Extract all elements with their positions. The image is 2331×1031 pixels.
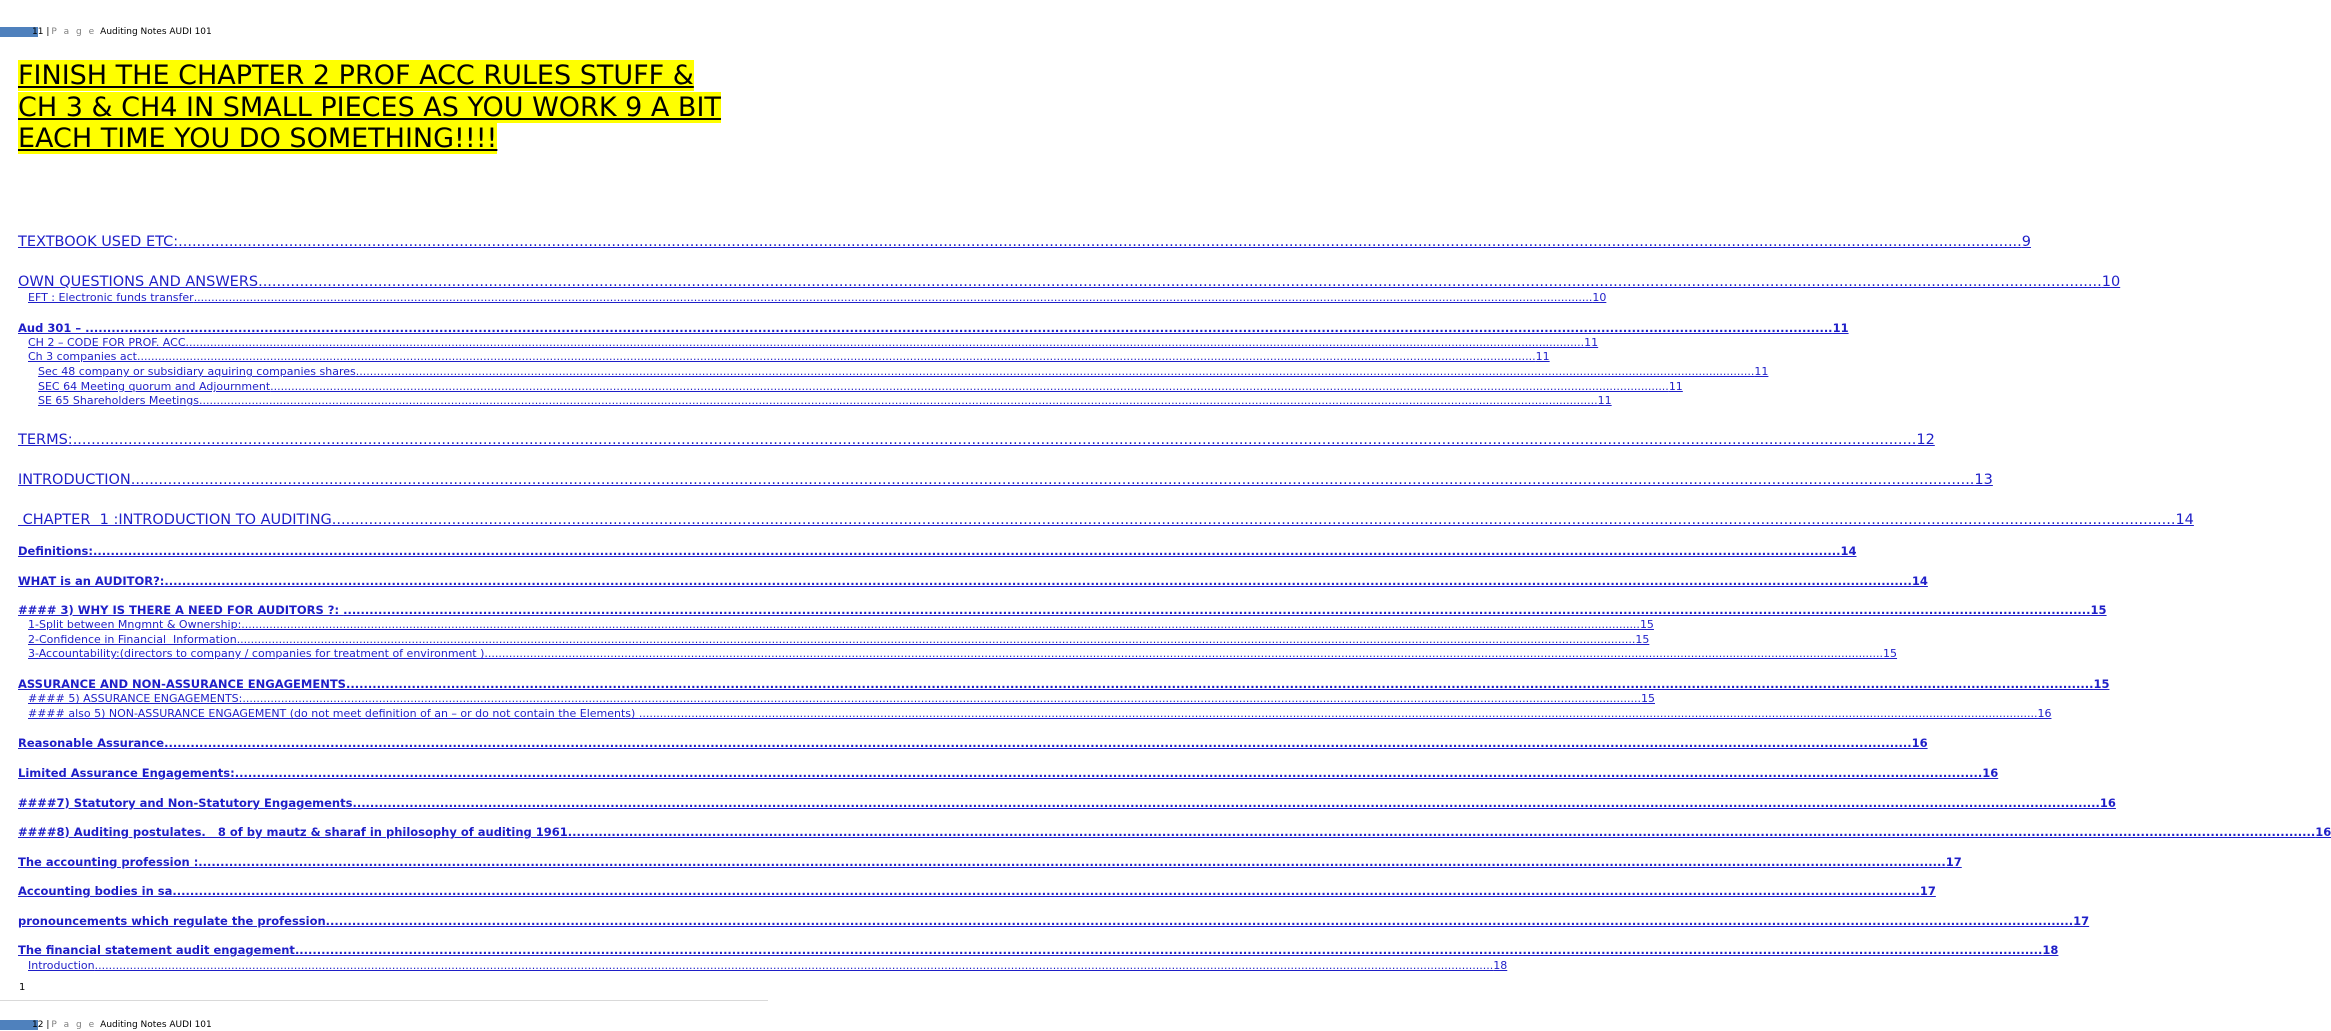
toc-leader-dots: ................................................................................................................................................................................................................................................................................................................................................................................................................ <box>325 914 2074 928</box>
toc-leader-dots: ................................................................................................................................................................................................................................................................................................................................................................................................................ <box>164 574 1912 588</box>
toc-leader-dots: ................................................................................................................................................................................................................................................................................................................................................................................................................ <box>236 633 1636 646</box>
toc-entry-page-number: 15 <box>1883 647 1898 660</box>
toc-entry[interactable] <box>28 350 1550 364</box>
toc-entry-page-number: 11 <box>1535 350 1550 363</box>
toc-leader-dots: ................................................................................................................................................................................................................................................................................................................................................................................................................ <box>137 350 1536 363</box>
toc-entry-page-number: 15 <box>2090 603 2107 617</box>
toc-leader-dots: ................................................................................................................................................................................................................................................................................................................................................................................................................ <box>178 234 2022 250</box>
toc-entry[interactable] <box>38 394 1612 408</box>
toc-entry-label: CHAPTER 1 :INTRODUCTION TO AUDITING <box>18 512 332 528</box>
toc-entry-page-number: 17 <box>1945 855 1962 869</box>
toc-entry[interactable] <box>18 914 2090 928</box>
toc-entry[interactable] <box>18 766 1999 780</box>
toc-entry-label: Limited Assurance Engagements: <box>18 766 235 780</box>
toc-entry-page-number: 14 <box>2175 512 2194 528</box>
next-header-page-number: 12 <box>32 1020 44 1030</box>
toc-entry[interactable] <box>18 471 1993 489</box>
toc-entry[interactable] <box>28 291 1607 305</box>
toc-entry-label: ASSURANCE AND NON-ASSURANCE ENGAGEMENTS <box>18 677 346 691</box>
toc-entry-label: Ch 3 companies act <box>28 350 137 363</box>
toc-entry-label: OWN QUESTIONS AND ANSWERS <box>18 274 259 290</box>
toc-entry[interactable] <box>18 796 2116 810</box>
toc-entry[interactable] <box>18 273 2121 291</box>
toc-entry-label: 2-Confidence in Financial Information <box>28 633 237 646</box>
toc-entry-label: ####8) Auditing postulates. 8 of by mautz & sharaf in philosophy of auditing 1961 <box>18 825 568 839</box>
toc-leader-dots: ................................................................................................................................................................................................................................................................................................................................................................................................................ <box>164 736 1912 750</box>
toc-leader-dots: ................................................................................................................................................................................................................................................................................................................................................................................................................ <box>242 692 1641 705</box>
toc-leader-dots: ................................................................................................................................................................................................................................................................................................................................................................................................................ <box>294 943 2043 957</box>
toc-entry[interactable] <box>28 692 1655 706</box>
toc-entry[interactable] <box>18 321 1849 335</box>
toc-leader-dots: ................................................................................................................................................................................................................................................................................................................................................................................................................ <box>241 618 1640 631</box>
page-header <box>0 26 400 38</box>
toc-entry[interactable] <box>38 380 1683 394</box>
toc-entry-label: TERMS: <box>18 432 73 448</box>
toc-entry-page-number: 15 <box>2093 677 2110 691</box>
toc-leader-dots: ................................................................................................................................................................................................................................................................................................................................................................................................................ <box>345 677 2094 691</box>
toc-entry-label: EFT : Electronic funds transfer <box>28 291 194 304</box>
toc-entry-page-number: 17 <box>2073 914 2090 928</box>
toc-entry[interactable] <box>28 647 1898 661</box>
highlighted-note <box>18 60 728 155</box>
toc-entry[interactable] <box>28 336 1599 350</box>
toc-entry-label: Introduction <box>28 959 95 972</box>
toc-leader-dots: ................................................................................................................................................................................................................................................................................................................................................................................................................ <box>85 321 1833 335</box>
toc-entry-label: The financial statement audit engagement <box>18 943 295 957</box>
toc-leader-dots: ................................................................................................................................................................................................................................................................................................................................................................................................................ <box>270 380 1669 393</box>
next-header-text <box>32 1019 212 1031</box>
toc-entry-label: SE 65 Shareholders Meetings <box>38 394 200 407</box>
toc-entry-label: SEC 64 Meeting quorum and Adjournment <box>38 380 271 393</box>
toc-leader-dots: ................................................................................................................................................................................................................................................................................................................................................................................................................ <box>343 603 2091 617</box>
toc-entry-page-number: 12 <box>1916 432 1935 448</box>
header-text <box>32 26 212 38</box>
header-separator: | <box>46 27 50 37</box>
toc-entry[interactable] <box>28 618 1654 632</box>
toc-entry-page-number: 11 <box>1832 321 1849 335</box>
toc-entry-page-number: 14 <box>1911 574 1928 588</box>
next-header-page-word: P a g e <box>51 1020 97 1030</box>
toc-entry[interactable] <box>28 707 2052 721</box>
toc-entry[interactable] <box>18 943 2059 957</box>
toc-leader-dots: ................................................................................................................................................................................................................................................................................................................................................................................................................ <box>355 365 1755 378</box>
toc-entry[interactable] <box>18 544 1857 558</box>
toc-leader-dots: ................................................................................................................................................................................................................................................................................................................................................................................................................ <box>258 274 2102 290</box>
toc-entry-label: Reasonable Assurance <box>18 736 165 750</box>
toc-entry-label: The accounting profession : <box>18 855 199 869</box>
toc-entry-page-number: 15 <box>1639 618 1654 631</box>
toc-entry[interactable] <box>18 736 1928 750</box>
toc-entry[interactable] <box>18 233 2032 251</box>
page-break <box>0 1000 768 1001</box>
toc-leader-dots: ................................................................................................................................................................................................................................................................................................................................................................................................................ <box>94 959 1494 972</box>
toc-entry-label: TEXTBOOK USED ETC: <box>18 234 179 250</box>
toc-entry-page-number: 14 <box>1840 544 1857 558</box>
toc-leader-dots: ................................................................................................................................................................................................................................................................................................................................................................................................................ <box>130 472 1975 488</box>
toc-entry-label: INTRODUCTION <box>18 472 131 488</box>
toc-entry[interactable] <box>18 855 1962 869</box>
toc-entry-label: Accounting bodies in sa <box>18 884 173 898</box>
toc-entry-page-number: 16 <box>2037 707 2052 720</box>
toc-leader-dots: ................................................................................................................................................................................................................................................................................................................................................................................................................ <box>72 432 1917 448</box>
toc-leader-dots: ................................................................................................................................................................................................................................................................................................................................................................................................................ <box>193 291 1593 304</box>
toc-entry-page-number: 10 <box>2101 274 2121 290</box>
toc-entry[interactable] <box>18 431 1935 449</box>
toc-entry[interactable] <box>18 677 2110 691</box>
toc-leader-dots: ................................................................................................................................................................................................................................................................................................................................................................................................................ <box>185 336 1585 349</box>
toc-leader-dots: ................................................................................................................................................................................................................................................................................................................................................................................................................ <box>92 544 1841 558</box>
toc-leader-dots: ................................................................................................................................................................................................................................................................................................................................................................................................................ <box>638 707 2038 720</box>
footnote-marker: 1 <box>19 982 26 993</box>
toc-entry-page-number: 16 <box>1911 736 1928 750</box>
toc-leader-dots: ................................................................................................................................................................................................................................................................................................................................................................................................................ <box>172 884 1920 898</box>
toc-entry[interactable] <box>18 825 2331 839</box>
toc-entry-label: 1-Split between Mngmnt & Ownership: <box>28 618 242 631</box>
toc-entry[interactable] <box>28 633 1650 647</box>
toc-leader-dots: ................................................................................................................................................................................................................................................................................................................................................................................................................ <box>352 796 2100 810</box>
toc-entry-page-number: 10 <box>1592 291 1607 304</box>
toc-entry-page-number: 15 <box>1635 633 1650 646</box>
toc-leader-dots: ................................................................................................................................................................................................................................................................................................................................................................................................................ <box>567 825 2316 839</box>
toc-entry[interactable] <box>28 959 1508 973</box>
toc-entry-page-number: 18 <box>2042 943 2059 957</box>
toc-leader-dots: ................................................................................................................................................................................................................................................................................................................................................................................................................ <box>331 512 2176 528</box>
toc-entry-page-number: 11 <box>1584 336 1599 349</box>
next-page-header <box>0 1019 400 1031</box>
toc-entry-page-number: 15 <box>1641 692 1655 705</box>
toc-entry-label: ####7) Statutory and Non-Statutory Engagements <box>18 796 353 810</box>
toc-entry-label: WHAT is an AUDITOR?: <box>18 574 165 588</box>
toc-entry-page-number: 16 <box>2099 796 2116 810</box>
header-title: Auditing Notes AUDI 101 <box>100 27 212 37</box>
header-page-word: P a g e <box>51 27 97 37</box>
toc-entry-label: 3-Accountability:(directors to company / companies for treatment of environment ) <box>28 647 485 660</box>
toc-entry-page-number: 11 <box>1597 394 1612 407</box>
toc-entry-page-number: 18 <box>1493 959 1508 972</box>
toc-leader-dots: ................................................................................................................................................................................................................................................................................................................................................................................................................ <box>198 855 1946 869</box>
toc-entry-label: CH 2 – CODE FOR PROF. ACC <box>28 336 186 349</box>
toc-entry[interactable] <box>18 511 2194 529</box>
toc-leader-dots: ................................................................................................................................................................................................................................................................................................................................................................................................................ <box>199 394 1598 407</box>
toc-entry-page-number: 11 <box>1754 365 1769 378</box>
toc-entry-label: #### also 5) NON-ASSURANCE ENGAGEMENT (do not meet definition of an – or do not contain the Elements) <box>28 707 639 720</box>
toc-entry[interactable] <box>18 574 1928 588</box>
toc-entry-label: Sec 48 company or subsidiary aquiring companies shares <box>38 365 356 378</box>
toc-entry-page-number: 16 <box>1982 766 1999 780</box>
next-header-title: Auditing Notes AUDI 101 <box>100 1020 212 1030</box>
toc-entry-page-number: 9 <box>2021 234 2032 250</box>
toc-entry-label: #### 3) WHY IS THERE A NEED FOR AUDITORS ?: <box>18 603 344 617</box>
toc-entry-page-number: 16 <box>2315 825 2331 839</box>
toc-entry-label: Aud 301 – <box>18 321 86 335</box>
toc-entry-label: pronouncements which regulate the profession <box>18 914 326 928</box>
toc-entry-page-number: 11 <box>1668 380 1683 393</box>
highlighted-note-text: FINISH THE CHAPTER 2 PROF ACC RULES STUFF & CH 3 & CH4 IN SMALL PIECES AS YOU WORK 9 A BIT EACH TIME YOU DO SOMETHING!!!! <box>18 60 721 154</box>
next-header-separator: | <box>46 1020 50 1030</box>
toc-entry-label: Definitions: <box>18 544 93 558</box>
toc-leader-dots: ................................................................................................................................................................................................................................................................................................................................................................................................................ <box>484 647 1884 660</box>
toc-entry-page-number: 17 <box>1919 884 1936 898</box>
toc-entry-label: #### 5) ASSURANCE ENGAGEMENTS: <box>28 692 243 705</box>
header-page-number: 11 <box>32 27 44 37</box>
toc-entry[interactable] <box>18 603 2107 617</box>
toc-leader-dots: ................................................................................................................................................................................................................................................................................................................................................................................................................ <box>234 766 1983 780</box>
toc-entry-page-number: 13 <box>1974 472 1993 488</box>
toc-entry[interactable] <box>38 365 1769 379</box>
toc-entry[interactable] <box>18 884 1936 898</box>
